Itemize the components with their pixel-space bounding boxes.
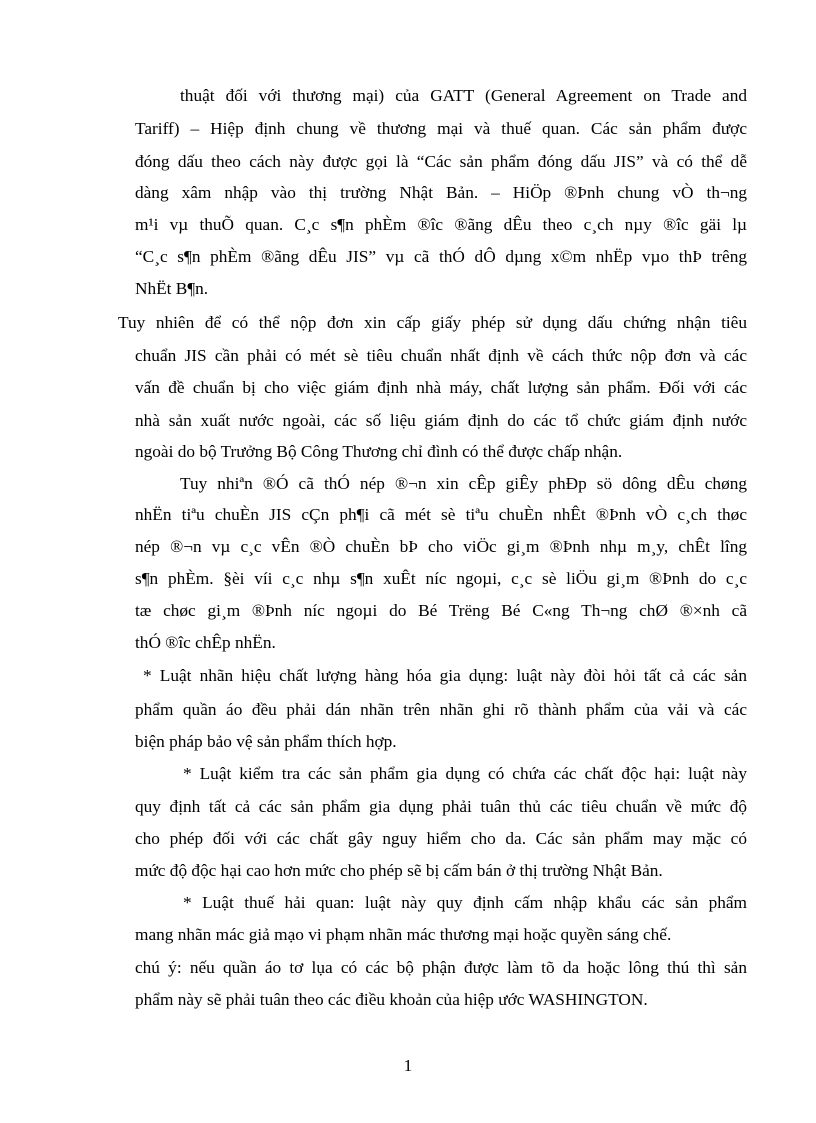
text-line: * Luật thuế hải quan: luật này quy định cấm nhập khẩu các sản phẩm [183, 893, 747, 912]
text-line: * Luật kiểm tra các sản phẩm gia dụng có chứa các chất độc hại: luật này [183, 764, 747, 783]
text-line: phẩm quần áo đều phải dán nhãn trên nhãn ghi rõ thành phẩm của vải và các [135, 700, 747, 719]
text-line: * Luật nhãn hiệu chất lượng hàng hóa gia dụng: luật này đòi hỏi tất cả các sản [143, 666, 747, 685]
text-line: biện pháp bảo vệ sản phẩm thích hợp. [135, 732, 397, 751]
text-line: chú ý: nếu quần áo tơ lụa có các bộ phận được làm tõ da hoặc lông thú thì sản [135, 958, 747, 977]
text-line: ngoài do bộ Trưởng Bộ Công Thương chỉ đình có thể được chấp nhận. [135, 442, 623, 461]
text-line: thÓ ®îc chÊp nhËn. [135, 633, 276, 652]
text-line: “C¸c s¶n phÈm ®ãng dÊu JIS” vµ cã thÓ dÔ dµng x©m nhËp vµo thÞ trêng [135, 247, 747, 266]
text-line: mức độ độc hại cao hơn mức cho phép sẽ bị cấm bán ở thị trường Nhật Bản. [135, 861, 663, 880]
text-line: s¶n phÈm. §èi víi c¸c nhµ s¶n xuÊt níc ngoµi, c¸c sè liÖu gi¸m ®Þnh do c¸c [135, 569, 747, 588]
text-line: Tuy nhiªn ®Ó cã thÓ nép ®¬n xin cÊp giÊy phÐp sö dông dÊu chøng [180, 474, 747, 493]
text-line: nhà sản xuất nước ngoài, các số liệu giám định do các tổ chức giám định nước [135, 411, 747, 430]
text-line: đóng dấu theo cách này được gọi là “Các sản phẩm đóng dấu JIS” và có thể dễ [135, 152, 747, 171]
text-line: chuẩn JIS cần phải có mét sè tiêu chuẩn nhất định về cách thức nộp đơn và các [135, 346, 747, 365]
page-number: 1 [403, 1056, 413, 1075]
text-line: NhËt B¶n. [135, 279, 209, 298]
text-line: tæ chøc gi¸m ®Þnh níc ngoµi do Bé Trëng Bé C«ng Th¬ng chØ ®×nh cã [135, 601, 747, 620]
text-line: Tariff) – Hiệp định chung về thương mại và thuế quan. Các sản phẩm được [135, 119, 747, 138]
text-line: quy định tất cả các sản phẩm gia dụng phải tuân thủ các tiêu chuẩn về mức độ [135, 797, 747, 816]
text-line: nhËn tiªu chuÈn JIS cÇn ph¶i cã mét sè tiªu chuÈn nhÊt ®Þnh vÒ c¸ch thøc [135, 505, 747, 524]
text-line: phẩm này sẽ phải tuân theo các điều khoản của hiệp ước WASHINGTON. [135, 990, 648, 1009]
text-line: thuật đối với thương mại) của GATT (General Agreement on Trade and [180, 86, 747, 105]
text-line: vấn đề chuẩn bị cho việc giám định nhà máy, chất lượng sản phẩm. Đối với các [135, 378, 747, 397]
text-line: mang nhãn mác giả mạo vi phạm nhãn mác thương mại hoặc quyền sáng chế. [135, 925, 672, 944]
text-line: m¹i vµ thuÕ quan. C¸c s¶n phÈm ®îc ®ãng dÊu theo c¸ch nµy ®îc gäi lµ [135, 215, 747, 234]
text-line: Tuy nhiên để có thể nộp đơn xin cấp giấy phép sử dụng dấu chứng nhận tiêu [118, 313, 747, 332]
text-line: dàng xâm nhập vào thị trường Nhật Bản. – HiÖp ®Þnh chung vÒ th¬ng [135, 183, 747, 202]
text-line: nép ®¬n vµ c¸c vÊn ®Ò chuÈn bÞ cho viÖc gi¸m ®Þnh nhµ m¸y, chÊt lîng [135, 537, 747, 556]
text-line: cho phép đối với các chất gây nguy hiểm cho da. Các sản phẩm may mặc có [135, 829, 747, 848]
